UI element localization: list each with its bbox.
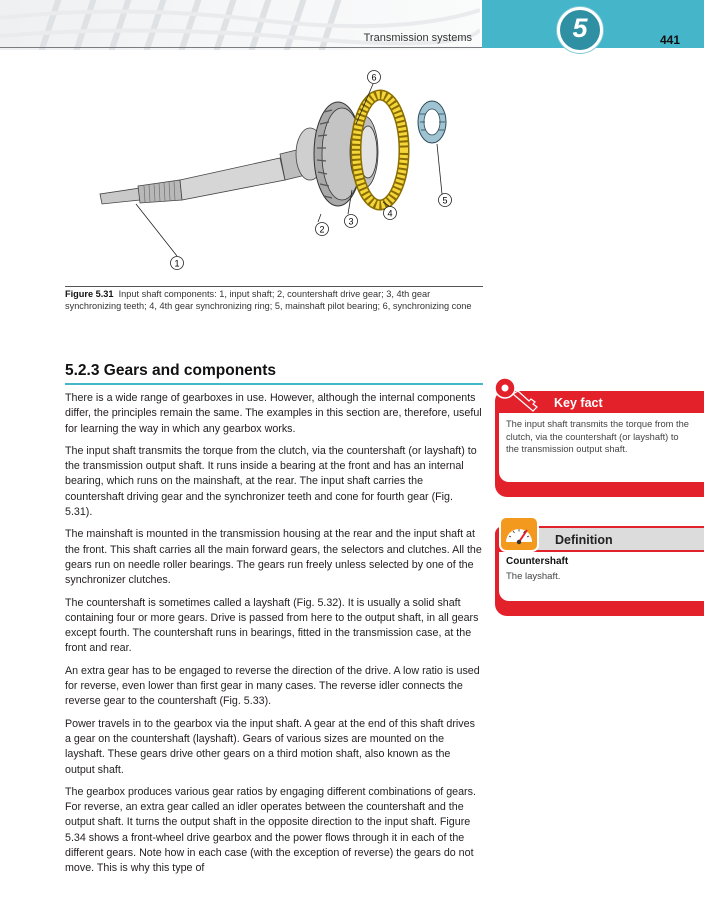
chapter-badge: [557, 7, 603, 53]
definition-text: The layshaft.: [506, 571, 561, 582]
figure-caption-text: Input shaft components: 1, input shaft; 2, countershaft drive gear; 3, 4th gear synchronizing teeth; 4, 4th gear synchronizing ring; 5, mainshaft pilot bearing; 6, synchronizing cone: [65, 289, 472, 311]
section-heading: 5.2.3 Gears and components: [65, 362, 277, 379]
key-icon: [493, 375, 545, 415]
key-fact-box: [493, 375, 704, 497]
running-title: Transmission systems: [363, 32, 472, 44]
paragraph: The countershaft is sometimes called a layshaft (Fig. 5.32). It is usually a solid shaft containing four or more gears. Drive is passed from here to the output shaft, in all gears except fourth. The countershaft runs in bearings, fitted in the transmission case, at the front and rear.: [65, 596, 479, 655]
definition-term: Countershaft: [506, 556, 569, 567]
paragraph: Power travels in to the gearbox via the input shaft. A gear at the end of this shaft drives a gear on the countershaft (layshaft). Gears of various sizes are mounted on the layshaft. These gears drive other gears on a third motion shaft, also known as the output shaft.: [65, 717, 475, 776]
paragraph: An extra gear has to be engaged to reverse the direction of the drive. A low ratio is used for reverse, even lower than first gear in many cases. The reverse idler connects the reverse gear to the countershaft (Fig. 5.33).: [65, 664, 480, 708]
callout-5: [439, 194, 452, 207]
body-text: [65, 391, 483, 884]
svg-text:2: 2: [319, 224, 325, 235]
svg-text:6: 6: [371, 72, 377, 83]
key-fact-heading: Key fact: [554, 396, 603, 410]
definition-heading: Definition: [555, 533, 613, 547]
figure-caption: [65, 288, 483, 312]
gauge-icon: [497, 514, 541, 554]
callout-4: [384, 207, 397, 220]
figure-caption-rule: [65, 286, 483, 287]
paragraph: The mainshaft is mounted in the transmission housing at the rear and the input shaft at the front. This shaft carries all the main forward gears, the selectors and clutches. All the gears run on needle roller bearings. The gears run freely unless selected by one of the synchronizer clutches.: [65, 528, 482, 587]
key-fact-text: The input shaft transmits the torque from the clutch, via the countershaft (or layshaft) to the transmission output shaft.: [506, 419, 689, 455]
svg-text:3: 3: [348, 216, 354, 227]
svg-text:1: 1: [174, 258, 180, 269]
figure-caption-label: Figure 5.31: [65, 289, 114, 299]
definition-box: [493, 514, 704, 616]
callout-6: [368, 71, 381, 84]
page-number: 441: [659, 33, 680, 47]
paragraph: There is a wide range of gearboxes in use. However, although the internal components differ, the principles remain the same. The examples in this section are, therefore, useful for learning the way in which any gearbox works.: [65, 392, 482, 435]
callout-2: [316, 223, 329, 236]
section-heading-rule: [65, 383, 483, 385]
svg-text:5: 5: [442, 195, 448, 206]
mainshaft-pilot-bearing: [418, 101, 446, 143]
callout-3: [345, 215, 358, 228]
input-shaft-illustration: [80, 62, 500, 284]
svg-text:4: 4: [387, 208, 393, 219]
paragraph: The gearbox produces various gear ratios by engaging different combinations of gears. For reverse, an extra gear called an idler operates between the countershaft and the output shaft. It turns the output shaft in the opposite direction to the input shaft. Figure 5.34 shows a front-wheel drive gearbox and the power flows through it in each of the different gears. Note how in each case (with the exception of reverse) the gears do not move. This is why this type of: [65, 785, 476, 875]
paragraph: The input shaft transmits the torque from the clutch, via the countershaft (or layshaft) to the transmission output shaft. It runs inside a bearing at the front and has an internal bearing, which runs on the mainshaft, at the rear. The input shaft carries the countershaft driving gear and the synchronizer teeth and cone for fourth gear (Fig. 5.31).: [65, 444, 477, 519]
chapter-number: 5: [572, 13, 588, 43]
input-shaft: [100, 128, 324, 204]
header-rule: [0, 47, 482, 48]
callout-1: [171, 257, 184, 270]
